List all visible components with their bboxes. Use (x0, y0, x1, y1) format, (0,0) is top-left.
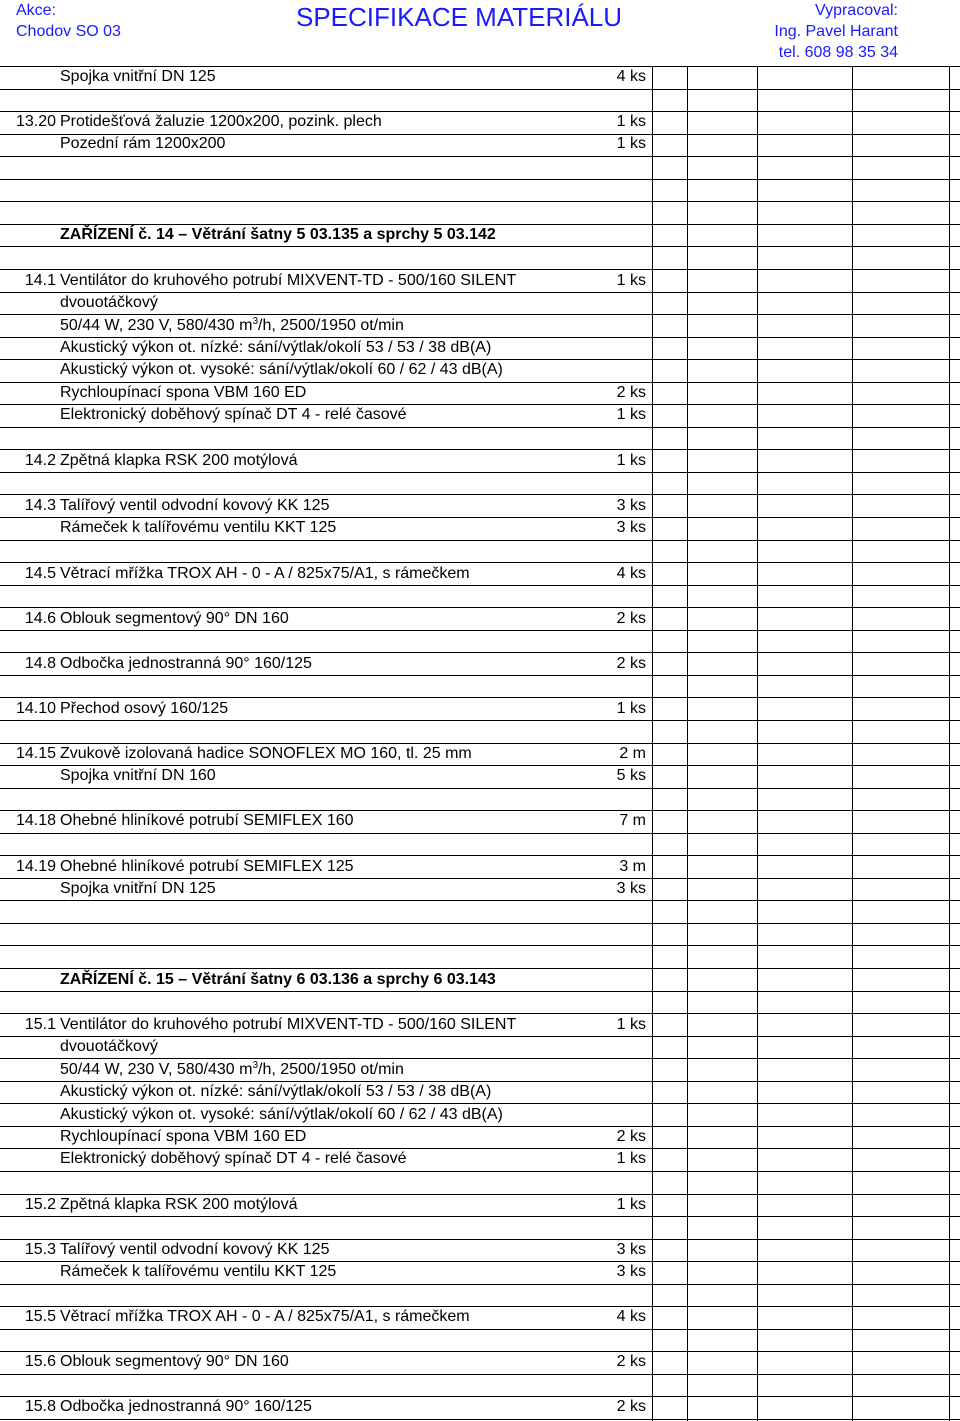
item-quantity: 2 ks (616, 1353, 646, 1370)
table-row (0, 1261, 960, 1283)
item-quantity: 2 ks (616, 1398, 646, 1415)
item-number: 15.1 (24, 1016, 56, 1033)
section-heading: ZAŘÍZENÍ č. 15 – Větrání šatny 6 03.136 a sprchy 6 03.143 (60, 971, 496, 988)
description-text: 50/44 W, 230 V, 580/430 m (60, 1061, 253, 1078)
table-row (0, 111, 960, 133)
item-quantity: 1 ks (616, 1150, 646, 1167)
item-description (60, 315, 404, 337)
grid-hline (0, 540, 960, 541)
table-row (0, 1126, 960, 1148)
table-row (0, 66, 960, 88)
grid-hline (0, 246, 960, 247)
vypracoval-label: Vypracoval: (815, 2, 898, 19)
item-description: Větrací mřížka TROX AH - 0 - A / 825x75/A1, s rámečkem (60, 565, 470, 582)
grid-hline (0, 923, 960, 924)
table-row (0, 810, 960, 832)
grid-hline (0, 156, 960, 157)
item-description: Elektronický doběhový spínač DT 4 - relé časové (60, 1150, 407, 1167)
item-description: Elektronický doběhový spínač DT 4 - relé časové (60, 406, 407, 423)
table-row (0, 653, 960, 675)
item-quantity: 2 ks (616, 655, 646, 672)
grid-hline (0, 1171, 960, 1172)
item-description: Akustický výkon ot. vysoké: sání/výtlak/okolí 60 / 62 / 43 dB(A) (60, 361, 503, 378)
grid-hline (0, 179, 960, 180)
section-heading-row (0, 969, 960, 991)
item-quantity: 1 ks (616, 135, 646, 152)
table-row (0, 1036, 960, 1058)
item-quantity: 2 m (619, 745, 646, 762)
table-row (0, 292, 960, 314)
item-quantity: 4 ks (616, 68, 646, 85)
section-heading-row (0, 224, 960, 246)
item-number: 14.19 (15, 858, 56, 875)
item-description: Rámeček k talířovému ventilu KKT 125 (60, 519, 337, 536)
item-description: Spojka vnitřní DN 125 (60, 880, 216, 897)
grid-hline (0, 1216, 960, 1217)
table-row (0, 878, 960, 900)
item-description: Akustický výkon ot. nízké: sání/výtlak/okolí 53 / 53 / 38 dB(A) (60, 339, 492, 356)
item-description: Oblouk segmentový 90° DN 160 (60, 610, 289, 627)
table-row (0, 856, 960, 878)
description-text: /h, 2500/1950 ot/min (258, 317, 404, 334)
item-quantity: 7 m (619, 812, 646, 829)
table-row (0, 1014, 960, 1036)
item-number: 14.3 (24, 497, 56, 514)
item-number: 15.2 (24, 1196, 56, 1213)
item-description: Rámeček k talířovému ventilu KKT 125 (60, 1263, 337, 1280)
grid-hline (0, 900, 960, 901)
item-quantity: 1 ks (616, 1016, 646, 1033)
item-number: 14.18 (15, 812, 56, 829)
item-quantity: 1 ks (616, 113, 646, 130)
item-description: Oblouk segmentový 90° DN 160 (60, 1353, 289, 1370)
item-description: Ventilátor do kruhového potrubí MIXVENT-TD - 500/160 SILENT (60, 1016, 517, 1033)
item-number: 13.20 (15, 113, 56, 130)
grid-hline (0, 89, 960, 90)
item-quantity: 2 ks (616, 1128, 646, 1145)
table-row (0, 1351, 960, 1373)
item-number: 14.2 (24, 452, 56, 469)
item-number: 14.8 (24, 655, 56, 672)
author-phone: tel. 608 98 35 34 (778, 44, 898, 61)
grid-hline (0, 945, 960, 946)
table-row (0, 315, 960, 337)
grid-hline (0, 720, 960, 721)
item-description: Ventilátor do kruhového potrubí MIXVENT-TD - 500/160 SILENT (60, 272, 517, 289)
grid-hline (0, 1329, 960, 1330)
item-quantity: 3 ks (616, 519, 646, 536)
item-description: Zpětná klapka RSK 200 motýlová (60, 452, 298, 469)
item-description: Protidešťová žaluzie 1200x200, pozink. plech (60, 113, 382, 130)
grid-hline (0, 788, 960, 789)
item-description: Spojka vnitřní DN 125 (60, 68, 216, 85)
item-quantity: 3 ks (616, 1241, 646, 1258)
item-description: Talířový ventil odvodní kovový KK 125 (60, 1241, 330, 1258)
item-description: Rychloupínací spona VBM 160 ED (60, 1128, 307, 1145)
item-description: Talířový ventil odvodní kovový KK 125 (60, 497, 330, 514)
item-quantity: 1 ks (616, 272, 646, 289)
item-quantity: 3 m (619, 858, 646, 875)
item-number: 15.3 (24, 1241, 56, 1258)
table-row (0, 608, 960, 630)
table-row (0, 133, 960, 155)
item-number: 14.10 (15, 700, 56, 717)
grid-hline (0, 427, 960, 428)
akce-value: Chodov SO 03 (16, 23, 121, 40)
page-title: SPECIFIKACE MATERIÁLU (296, 2, 623, 32)
description-text: /h, 2500/1950 ot/min (258, 1061, 404, 1078)
grid-hline (0, 833, 960, 834)
table-row (0, 698, 960, 720)
item-quantity: 1 ks (616, 452, 646, 469)
item-description: Zvukově izolovaná hadice SONOFLEX MO 160, tl. 25 mm (60, 745, 472, 762)
item-quantity: 3 ks (616, 880, 646, 897)
item-quantity: 3 ks (616, 497, 646, 514)
item-quantity: 3 ks (616, 1263, 646, 1280)
author-name: Ing. Pavel Harant (774, 23, 898, 40)
akce-label: Akce: (16, 2, 57, 19)
grid-hline (0, 1419, 960, 1420)
table-row (0, 517, 960, 539)
table-row (0, 270, 960, 292)
item-description: Akustický výkon ot. nízké: sání/výtlak/okolí 53 / 53 / 38 dB(A) (60, 1083, 492, 1100)
item-number: 14.5 (24, 565, 56, 582)
item-number: 14.15 (15, 745, 56, 762)
item-quantity: 5 ks (616, 767, 646, 784)
item-description (60, 1059, 404, 1081)
item-quantity: 2 ks (616, 384, 646, 401)
description-text: 50/44 W, 230 V, 580/430 m (60, 317, 253, 334)
item-description: Pozední rám 1200x200 (60, 135, 226, 152)
item-number: 14.1 (24, 272, 56, 289)
item-quantity: 4 ks (616, 1308, 646, 1325)
table-row (0, 563, 960, 585)
grid-hline (0, 630, 960, 631)
item-quantity: 4 ks (616, 565, 646, 582)
item-description: Ohebné hliníkové potrubí SEMIFLEX 125 (60, 858, 354, 875)
item-description: Akustický výkon ot. vysoké: sání/výtlak/okolí 60 / 62 / 43 dB(A) (60, 1106, 503, 1123)
table-row (0, 1239, 960, 1261)
item-number: 15.6 (24, 1353, 56, 1370)
item-number: 14.6 (24, 610, 56, 627)
table-row (0, 1306, 960, 1328)
grid-hline (0, 201, 960, 202)
grid-hline (0, 585, 960, 586)
grid-hline (0, 675, 960, 676)
table-row (0, 404, 960, 426)
item-description: Odbočka jednostranná 90° 160/125 (60, 655, 312, 672)
table-row (0, 1194, 960, 1216)
item-quantity: 2 ks (616, 610, 646, 627)
table-row (0, 1396, 960, 1418)
table-row (0, 450, 960, 472)
table-row (0, 359, 960, 381)
item-description: Spojka vnitřní DN 160 (60, 767, 216, 784)
grid-hline (0, 1374, 960, 1375)
table-row (0, 382, 960, 404)
item-quantity: 1 ks (616, 406, 646, 423)
item-description: Rychloupínací spona VBM 160 ED (60, 384, 307, 401)
table-row (0, 1081, 960, 1103)
grid-hline (0, 991, 960, 992)
item-description: Přechod osový 160/125 (60, 700, 229, 717)
unit-superscript: 3 (252, 1060, 258, 1071)
document-header (0, 0, 960, 66)
item-quantity: 1 ks (616, 1196, 646, 1213)
grid-hline (0, 472, 960, 473)
item-description: dvouotáčkový (60, 294, 158, 311)
item-description: Odbočka jednostranná 90° 160/125 (60, 1398, 312, 1415)
table-row (0, 1104, 960, 1126)
table-row (0, 765, 960, 787)
item-description: Větrací mřížka TROX AH - 0 - A / 825x75/A1, s rámečkem (60, 1308, 470, 1325)
item-description: dvouotáčkový (60, 1038, 158, 1055)
item-description: Ohebné hliníkové potrubí SEMIFLEX 160 (60, 812, 354, 829)
section-heading: ZAŘÍZENÍ č. 14 – Větrání šatny 5 03.135 a sprchy 5 03.142 (60, 226, 496, 243)
item-description: Zpětná klapka RSK 200 motýlová (60, 1196, 298, 1213)
table-row (0, 1059, 960, 1081)
table-row (0, 743, 960, 765)
table-row (0, 495, 960, 517)
item-quantity: 1 ks (616, 700, 646, 717)
table-row (0, 337, 960, 359)
table-row (0, 1148, 960, 1170)
unit-superscript: 3 (252, 316, 258, 327)
item-number: 15.8 (24, 1398, 56, 1415)
item-number: 15.5 (24, 1308, 56, 1325)
grid-hline (0, 1284, 960, 1285)
